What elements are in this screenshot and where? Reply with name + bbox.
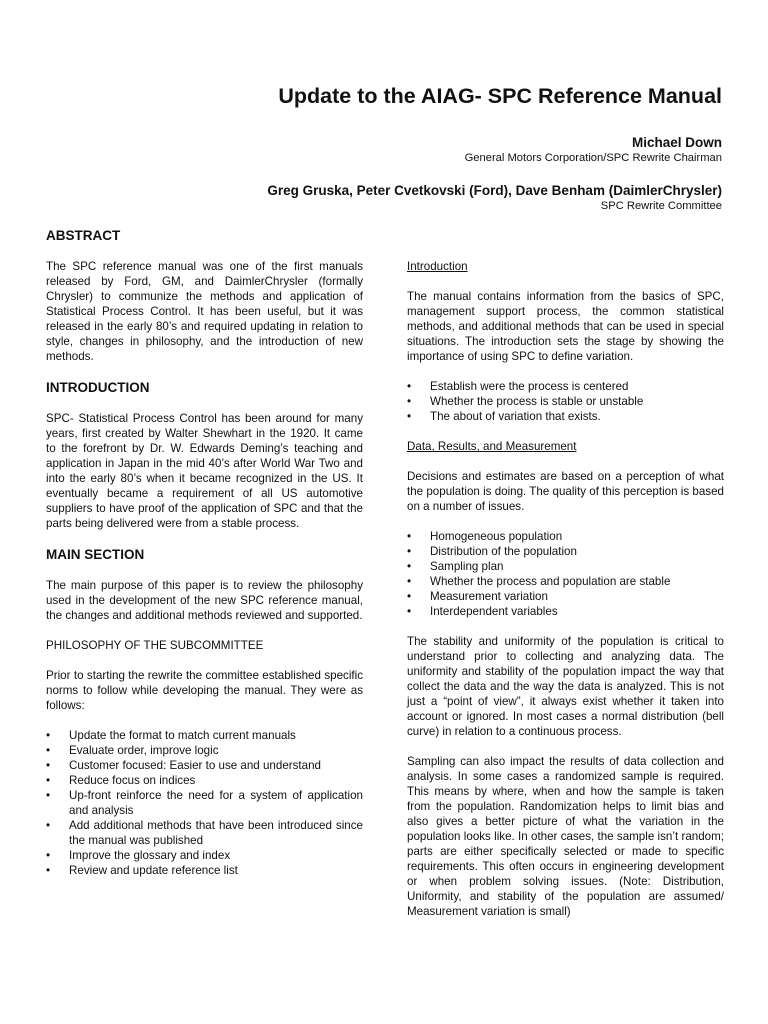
list-item: • Improve the glossary and index: [46, 848, 363, 863]
list-item: • Review and update reference list: [46, 863, 363, 878]
manual-contents-text: The manual contains information from the basics of SPC, management support process, the common statistical methods, and additional methods that can be used in special situations. The introduction sets the stage by showing the importance of using SPC to define variation.: [407, 290, 724, 363]
main-section-heading: MAIN SECTION: [46, 547, 145, 562]
perception-text: Decisions and estimates are based on a perception of what the population is doing. The quality of this perception is based on a number of issues.: [407, 470, 724, 513]
issues-list: [407, 529, 724, 619]
introduction-heading: INTRODUCTION: [46, 380, 150, 395]
list-item: • Add additional methods that have been introduced since the manual was published: [46, 818, 363, 848]
abstract-text: The SPC reference manual was one of the first manuals released by Ford, GM, and DaimlerChrysler (formally Chrysler) to communize the methods and application of Statistical Process Control. It has been useful, but it was released in the early 80’s and required updating in relation to style, changes in philosophy, and the introduction of new methods.: [46, 260, 363, 363]
co-author-affiliation: SPC Rewrite Committee: [600, 200, 722, 212]
list-item: • Homogeneous population: [407, 529, 724, 544]
co-authors: Greg Gruska, Peter Cvetkovski (Ford), Dave Benham (DaimlerChrysler): [267, 183, 722, 198]
philosophy-heading: PHILOSOPHY OF THE SUBCOMMITTEE: [46, 639, 264, 652]
variation-list: [407, 379, 724, 424]
data-results-subheading: Data, Results, and Measurement: [407, 440, 577, 453]
list-item: • Interdependent variables: [407, 604, 724, 619]
list-item: • Up-front reinforce the need for a system of application and analysis: [46, 788, 363, 818]
sampling-text: Sampling can also impact the results of data collection and analysis. In some cases a randomized sample is required. This means by where, when and how the sample is taken from the population. Randomization helps to limit bias and also gives a better picture of what the variation in the population looks like. In other cases, the sample isn’t random; parts are either specifically selected or made to specific requirements. This often occurs in engineering development or when problem solving issues. (Note: Distribution, Uniformity, and stability of the population are assumed/ Measurement variation is small): [407, 755, 724, 918]
list-item: • Update the format to match current manuals: [46, 728, 363, 743]
list-item: • The about of variation that exists.: [407, 409, 724, 424]
paper-title: Update to the AIAG- SPC Reference Manual: [278, 84, 722, 108]
primary-author: Michael Down: [631, 135, 722, 150]
list-item: • Reduce focus on indices: [46, 773, 363, 788]
philosophy-text: Prior to starting the rewrite the committee established specific norms to follow while developing the manual. They were as follows:: [46, 669, 363, 712]
list-item: • Establish were the process is centered: [407, 379, 724, 394]
main-section-text: The main purpose of this paper is to review the philosophy used in the development of the new SPC reference manual, the changes and additional methods reviewed and supported.: [46, 579, 363, 622]
list-item: • Whether the process is stable or unstable: [407, 394, 724, 409]
list-item: • Evaluate order, improve logic: [46, 743, 363, 758]
list-item: • Whether the process and population are stable: [407, 574, 724, 589]
introduction-text: SPC- Statistical Process Control has been around for many years, first created by Walter Shewhart in the 1920. It came to the forefront by Dr. W. Edwards Deming’s teaching and application in Japan in the mid 40’s after World War Two and into the early 80’s when it became recognized in the US. It eventually became a requirement of all US automotive suppliers to have proof of the application of SPC and that the parts being delivered were from a stable process.: [46, 412, 363, 530]
list-item: • Sampling plan: [407, 559, 724, 574]
abstract-heading: ABSTRACT: [46, 228, 121, 243]
list-item: • Distribution of the population: [407, 544, 724, 559]
list-item: • Measurement variation: [407, 589, 724, 604]
norms-list: [46, 728, 363, 878]
right-column: [407, 259, 724, 919]
left-column: [46, 227, 363, 878]
primary-affiliation: General Motors Corporation/SPC Rewrite Chairman: [464, 152, 722, 164]
stability-text: The stability and uniformity of the population is critical to understand prior to collecting and analyzing data. The uniformity and stability of the population impact the way that collect the data and the way the data is analyzed. This is not just a “point of view”, it always exist whether it taken into account or ignored. In most cases a normal distribution (bell curve) in relation to a continuous process.: [407, 635, 724, 738]
list-item: • Customer focused: Easier to use and understand: [46, 758, 363, 773]
introduction-subheading: Introduction: [407, 260, 468, 273]
